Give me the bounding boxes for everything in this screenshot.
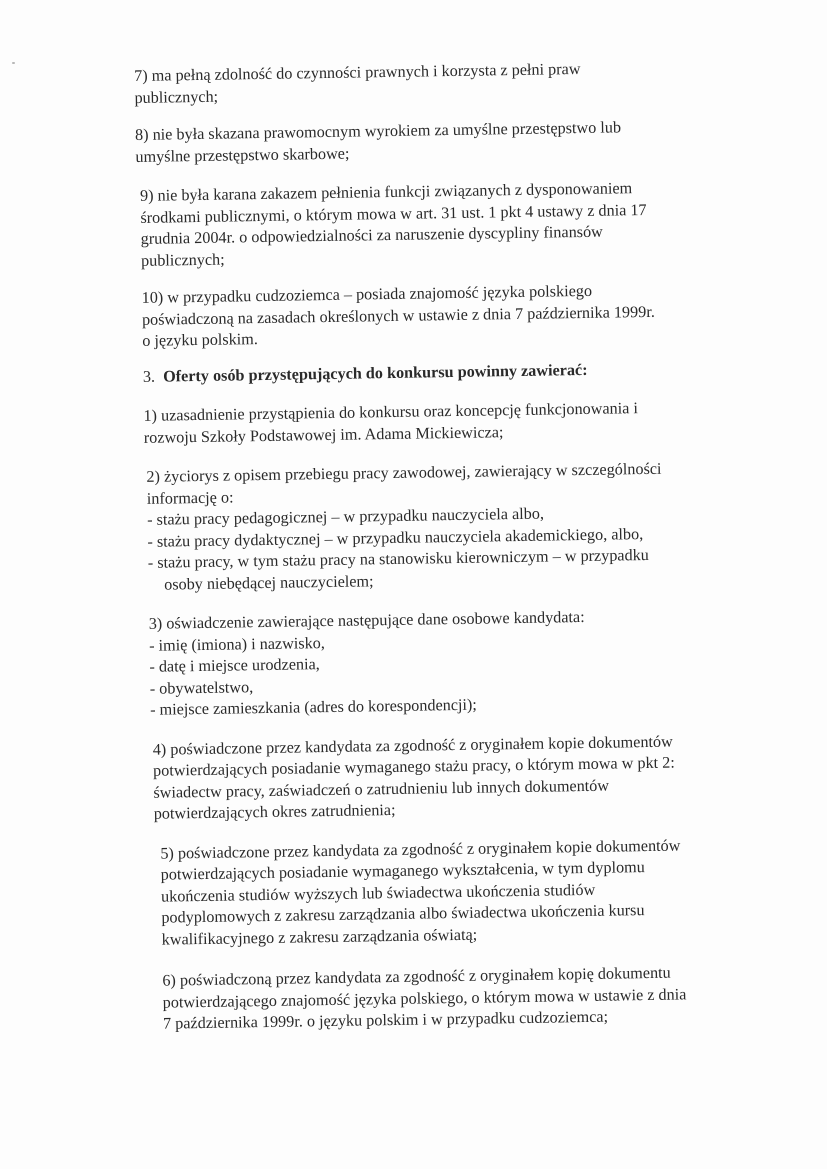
- scan-speck: [12, 62, 15, 64]
- text-line: 3) oświadczenie zawierające następujące dane osobowe kandydata:: [148, 607, 585, 633]
- section-heading: [143, 357, 749, 388]
- section-title: Oferty osób przystępujących do konkursu powinny zawierać:: [162, 360, 588, 386]
- text-line: 6) poświadczoną przez kandydata za zgodność z oryginałem kopię dokumentu: [162, 963, 671, 990]
- paragraph-offer-5: [160, 834, 758, 951]
- text-line: 4) poświadczone przez kandydata za zgodność z oryginałem kopie dokumentów: [152, 732, 673, 759]
- text-line: podyplomowych z zakresu zarządzania albo świadectwa ukończenia kursu: [161, 901, 645, 927]
- text-line: grudnia 2004r. o odpowiedzialności za naruszenie dyscypliny finansów: [140, 222, 603, 248]
- paragraph-offer-1: [143, 396, 750, 449]
- text-line: 7 października 1999r. o języku polskim i w przypadku cudzoziemca;: [162, 1007, 609, 1033]
- text-line: umyślne przestępstwo skarbowe;: [135, 144, 350, 166]
- text-line: 10) w przypadku cudzoziemca – posiada znajomość języka polskiego: [141, 281, 593, 307]
- text-line: ukończenia studiów wyższych lub świadectwa ukończenia studiów: [160, 880, 596, 906]
- list-line: - stażu pracy dydaktycznej – w przypadku nauczyciela akademickiego, albo,: [147, 524, 644, 551]
- document-body: [134, 56, 759, 1035]
- text-line: publicznych;: [140, 250, 225, 270]
- text-line: potwierdzających posiadanie wymaganego wykształcenia, w tym dyplomu: [160, 858, 645, 884]
- text-line: 1) uzasadnienie przystąpienia do konkursu oraz koncepcję funkcjonowania i: [143, 399, 639, 425]
- text-line: 9) nie była karana zakazem pełnienia funkcji związanych z dysponowaniem: [139, 179, 633, 205]
- paragraph-offer-3: [149, 604, 755, 721]
- text-line: publicznych;: [134, 87, 219, 107]
- paragraph-item-10: [141, 278, 748, 352]
- text-line: 2) życiorys z opisem przebiegu pracy zawodowej, zawierający w szczególności: [146, 459, 662, 486]
- paragraph-offer-2: [146, 457, 752, 595]
- section-number: 3.: [142, 367, 156, 386]
- text-line: potwierdzających okres zatrudnienia;: [153, 800, 396, 823]
- paragraph-offer-6: [162, 961, 759, 1035]
- text-line: rozwoju Szkoły Podstawowej im. Adama Mickiewicza;: [143, 422, 504, 447]
- paragraph-item-9: [140, 176, 747, 272]
- list-line: - miejsce zamieszkania (adres do korespondencji);: [149, 695, 477, 719]
- text-line: 5) poświadczone przez kandydata za zgodność z oryginałem kopie dokumentów: [160, 836, 681, 863]
- text-line: kwalifikacyjnego z zakresu zarządzania oświatą;: [161, 925, 478, 949]
- text-line: o języku polskim.: [142, 330, 259, 350]
- list-line: - imię (imiona) i nazwisko,: [148, 633, 326, 655]
- list-line: - stażu pracy, w tym stażu pracy na stanowisku kierowniczym – w przypadku: [147, 545, 649, 572]
- paragraph-item-7: [134, 56, 745, 109]
- text-line: informację o:: [146, 487, 234, 508]
- text-line: potwierdzającego znajomość języka polskiego, o którym mowa w ustawie z dnia: [162, 984, 687, 1012]
- list-line: osoby niebędącej nauczycielem;: [164, 571, 374, 594]
- list-line: - obywatelstwo,: [149, 677, 254, 698]
- text-line: poświadczoną na zasadach określonych w ustawie z dnia 7 października 1999r.: [141, 302, 655, 329]
- text-line: 7) ma pełną zdolność do czynności prawnych i korzysta z pełni praw: [134, 59, 581, 85]
- paragraph-item-8: [135, 115, 746, 168]
- text-line: 8) nie była skazana prawomocnym wyrokiem za umyślne przestępstwo lub: [134, 118, 622, 144]
- list-line: - stażu pracy pedagogicznej – w przypadku nauczyciela albo,: [146, 504, 545, 529]
- list-line: - datę i miejsce urodzenia,: [149, 655, 320, 676]
- paragraph-offer-4: [153, 730, 756, 825]
- text-line: świadectw pracy, zaświadczeń o zatrudnieniu lub innych dokumentów: [153, 776, 610, 802]
- text-line: potwierdzających posiadanie wymaganego stażu pracy, o którym mowa w pkt 2:: [152, 753, 675, 780]
- text-line: środkami publicznymi, o którym mowa w art. 31 ust. 1 pkt 4 ustawy z dnia 17: [140, 200, 647, 227]
- heading-line: [143, 357, 749, 388]
